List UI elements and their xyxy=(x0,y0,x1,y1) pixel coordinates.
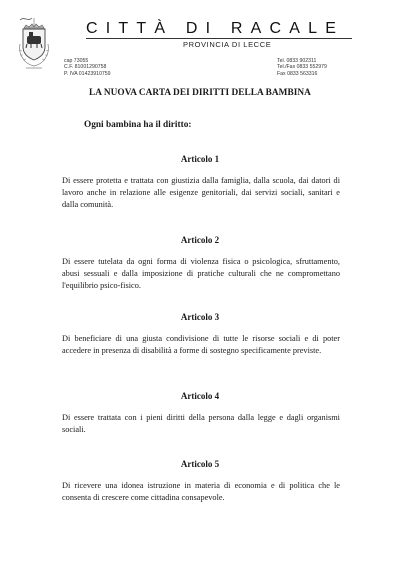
postal-code: cap 73055 xyxy=(64,58,89,64)
article-1-heading: Articolo 1 xyxy=(180,154,220,164)
article-5-heading: Articolo 5 xyxy=(180,459,220,469)
city-crest-icon xyxy=(14,14,54,74)
article-4-text: Di essere trattata con i pieni diritti della persona dalla legge e dagli organismi sociali. xyxy=(62,413,340,435)
article-4-heading: Articolo 4 xyxy=(180,391,220,401)
article-3-heading: Articolo 3 xyxy=(180,312,220,322)
article-1-text: Di essere protetta e trattata con giustizia dalla famiglia, dalla scuola, dai datori di lavoro anche in relazione alle esigenze genitoriali, dai servizi sociali, sanitari e dalla comunità. xyxy=(62,176,340,210)
document-title: LA NUOVA CARTA DEI DIRITTI DELLA BAMBINA xyxy=(89,88,311,98)
province-label: PROVINCIA DI LECCE xyxy=(183,40,272,49)
intro-line: Ogni bambina ha il diritto: xyxy=(84,120,192,130)
article-2-heading: Articolo 2 xyxy=(180,235,220,245)
phone-fax-number: Tel./Fax 0833 552979 xyxy=(277,64,327,71)
fax-number: Fax 0833 563316 xyxy=(277,70,318,77)
article-2-text: Di essere tutelata da ogni forma di violenza fisica o psicologica, sfruttamento, abusi sessuali e dalla imposizione di pratiche culturali che ne compromettano l'equilibrio psico-fisico. xyxy=(62,257,340,291)
header-divider xyxy=(86,38,352,39)
article-5-text: Di ricevere una idonea istruzione in materia di economia e di politica che le consenta di crescere come cittadina consapevole. xyxy=(62,481,340,503)
contact-info-left xyxy=(64,58,111,77)
contact-info-right xyxy=(277,58,327,77)
fiscal-code: C.F. 81001290758 xyxy=(64,64,107,71)
city-title: CITTÀ DI RACALE xyxy=(86,20,345,37)
vat-number: P. IVA 01423910759 xyxy=(64,70,111,77)
phone-number: Tel. 0833 902311 xyxy=(277,58,317,64)
article-3-text: Di beneficiare di una giusta condivisione di tutte le risorse sociali e di poter accedere in presenza di disabilità a forme di sostegno specificamente previste. xyxy=(62,334,340,356)
